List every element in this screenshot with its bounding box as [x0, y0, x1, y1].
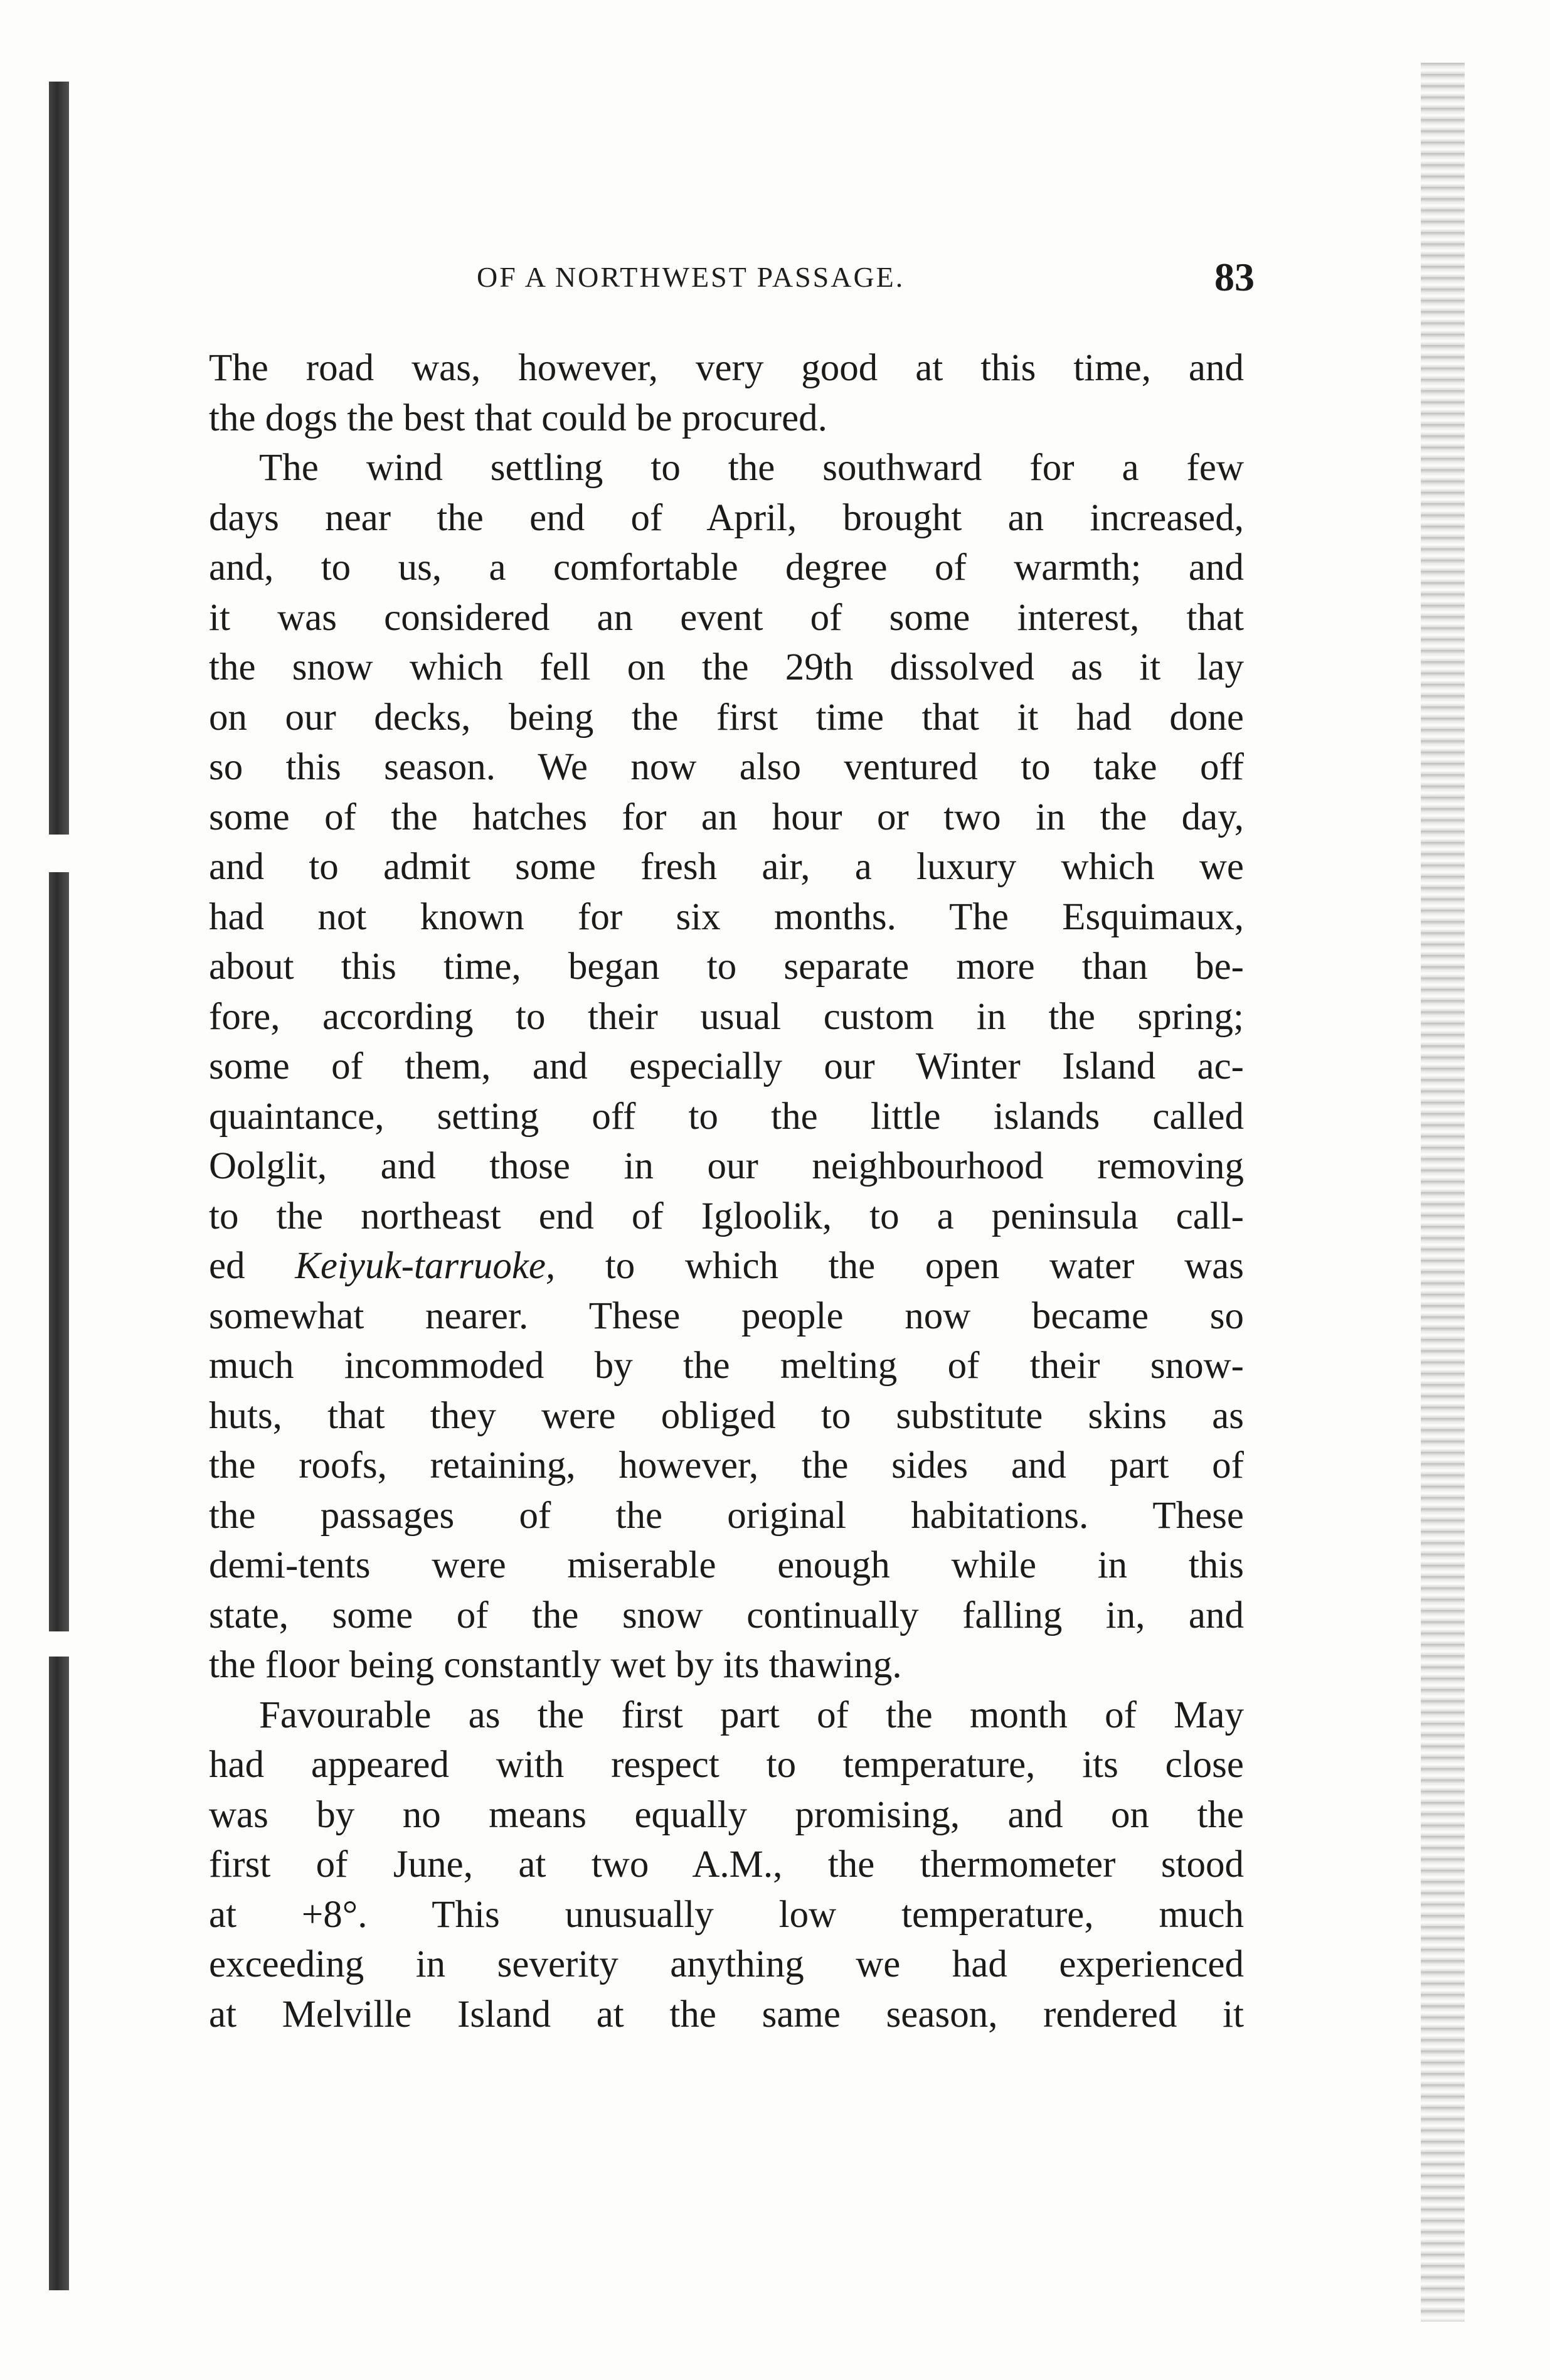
text-line: Favourable as the first part of the month of May [259, 1694, 1244, 1736]
text-line: to the northeast end of Igloolik, to a peninsula call- [209, 1195, 1244, 1237]
text-line: the roofs, retaining, however, the sides and part of [209, 1444, 1244, 1486]
text-segment: ed [209, 1245, 295, 1287]
text-line: on our decks, being the first time that it had done [209, 696, 1244, 739]
text-line: days near the end of April, brought an increased, [209, 496, 1244, 539]
text-line: much incommoded by the melting of their snow- [209, 1345, 1244, 1387]
binding-edge [49, 82, 69, 2290]
text-line: had not known for six months. The Esquimaux, [209, 895, 1244, 938]
text-line: state, some of the snow continually falling in, and [209, 1594, 1244, 1636]
facing-page-edge [1421, 63, 1465, 2322]
text-line: the snow which fell on the 29th dissolved as it lay [209, 646, 1244, 688]
text-line: at +8°. This unusually low temperature, much [209, 1893, 1244, 1936]
text-line: some of the hatches for an hour or two in the day, [209, 796, 1244, 838]
binding-edge-gap [49, 1631, 69, 1657]
text-line: huts, that they were obliged to substitute skins as [209, 1394, 1244, 1437]
text-line: had appeared with respect to temperature, its close [209, 1744, 1244, 1786]
text-line: quaintance, setting off to the little islands called [209, 1095, 1244, 1138]
text-line: fore, according to their usual custom in the spring; [209, 995, 1244, 1038]
place-name-italic: Keiyuk-tarruoke, [295, 1245, 556, 1287]
text-line: some of them, and especially our Winter Island ac- [209, 1045, 1244, 1087]
text-line: was by no means equally promising, and on the [209, 1793, 1244, 1836]
text-line: the passages of the original habitations. These [209, 1494, 1244, 1537]
text-line: Oolglit, and those in our neighbourhood removing [209, 1145, 1244, 1187]
page-number: 83 [1214, 255, 1255, 299]
running-title: OF A NORTHWEST PASSAGE. [477, 261, 905, 293]
text-line: about this time, began to separate more than be- [209, 946, 1244, 988]
text-line: and, to us, a comfortable degree of warmth; and [209, 547, 1244, 589]
text-line: and to admit some fresh air, a luxury which we [209, 846, 1244, 888]
text-line: so this season. We now also ventured to take off [209, 746, 1244, 788]
text-line: it was considered an event of some interest, that [209, 596, 1244, 639]
text-line [209, 1241, 1244, 1291]
text-line: demi-tents were miserable enough while in this [209, 1544, 1244, 1586]
text-line: exceeding in severity anything we had experienced [209, 1943, 1244, 1985]
text-line: at Melville Island at the same season, rendered it [209, 1993, 1244, 2036]
text-line: the dogs the best that could be procured. [209, 397, 827, 439]
binding-edge-gap [49, 835, 69, 872]
text-line: The road was, however, very good at this time, and [209, 347, 1244, 389]
body-text [209, 343, 1244, 2039]
text-line: first of June, at two A.M., the thermometer stood [209, 1844, 1244, 1886]
text-segment: to which the open water was [555, 1245, 1244, 1287]
text-line: the floor being constantly wet by its thawing. [209, 1644, 902, 1686]
text-line: somewhat nearer. These people now became so [209, 1294, 1244, 1337]
text-line: The wind settling to the southward for a few [259, 447, 1244, 489]
